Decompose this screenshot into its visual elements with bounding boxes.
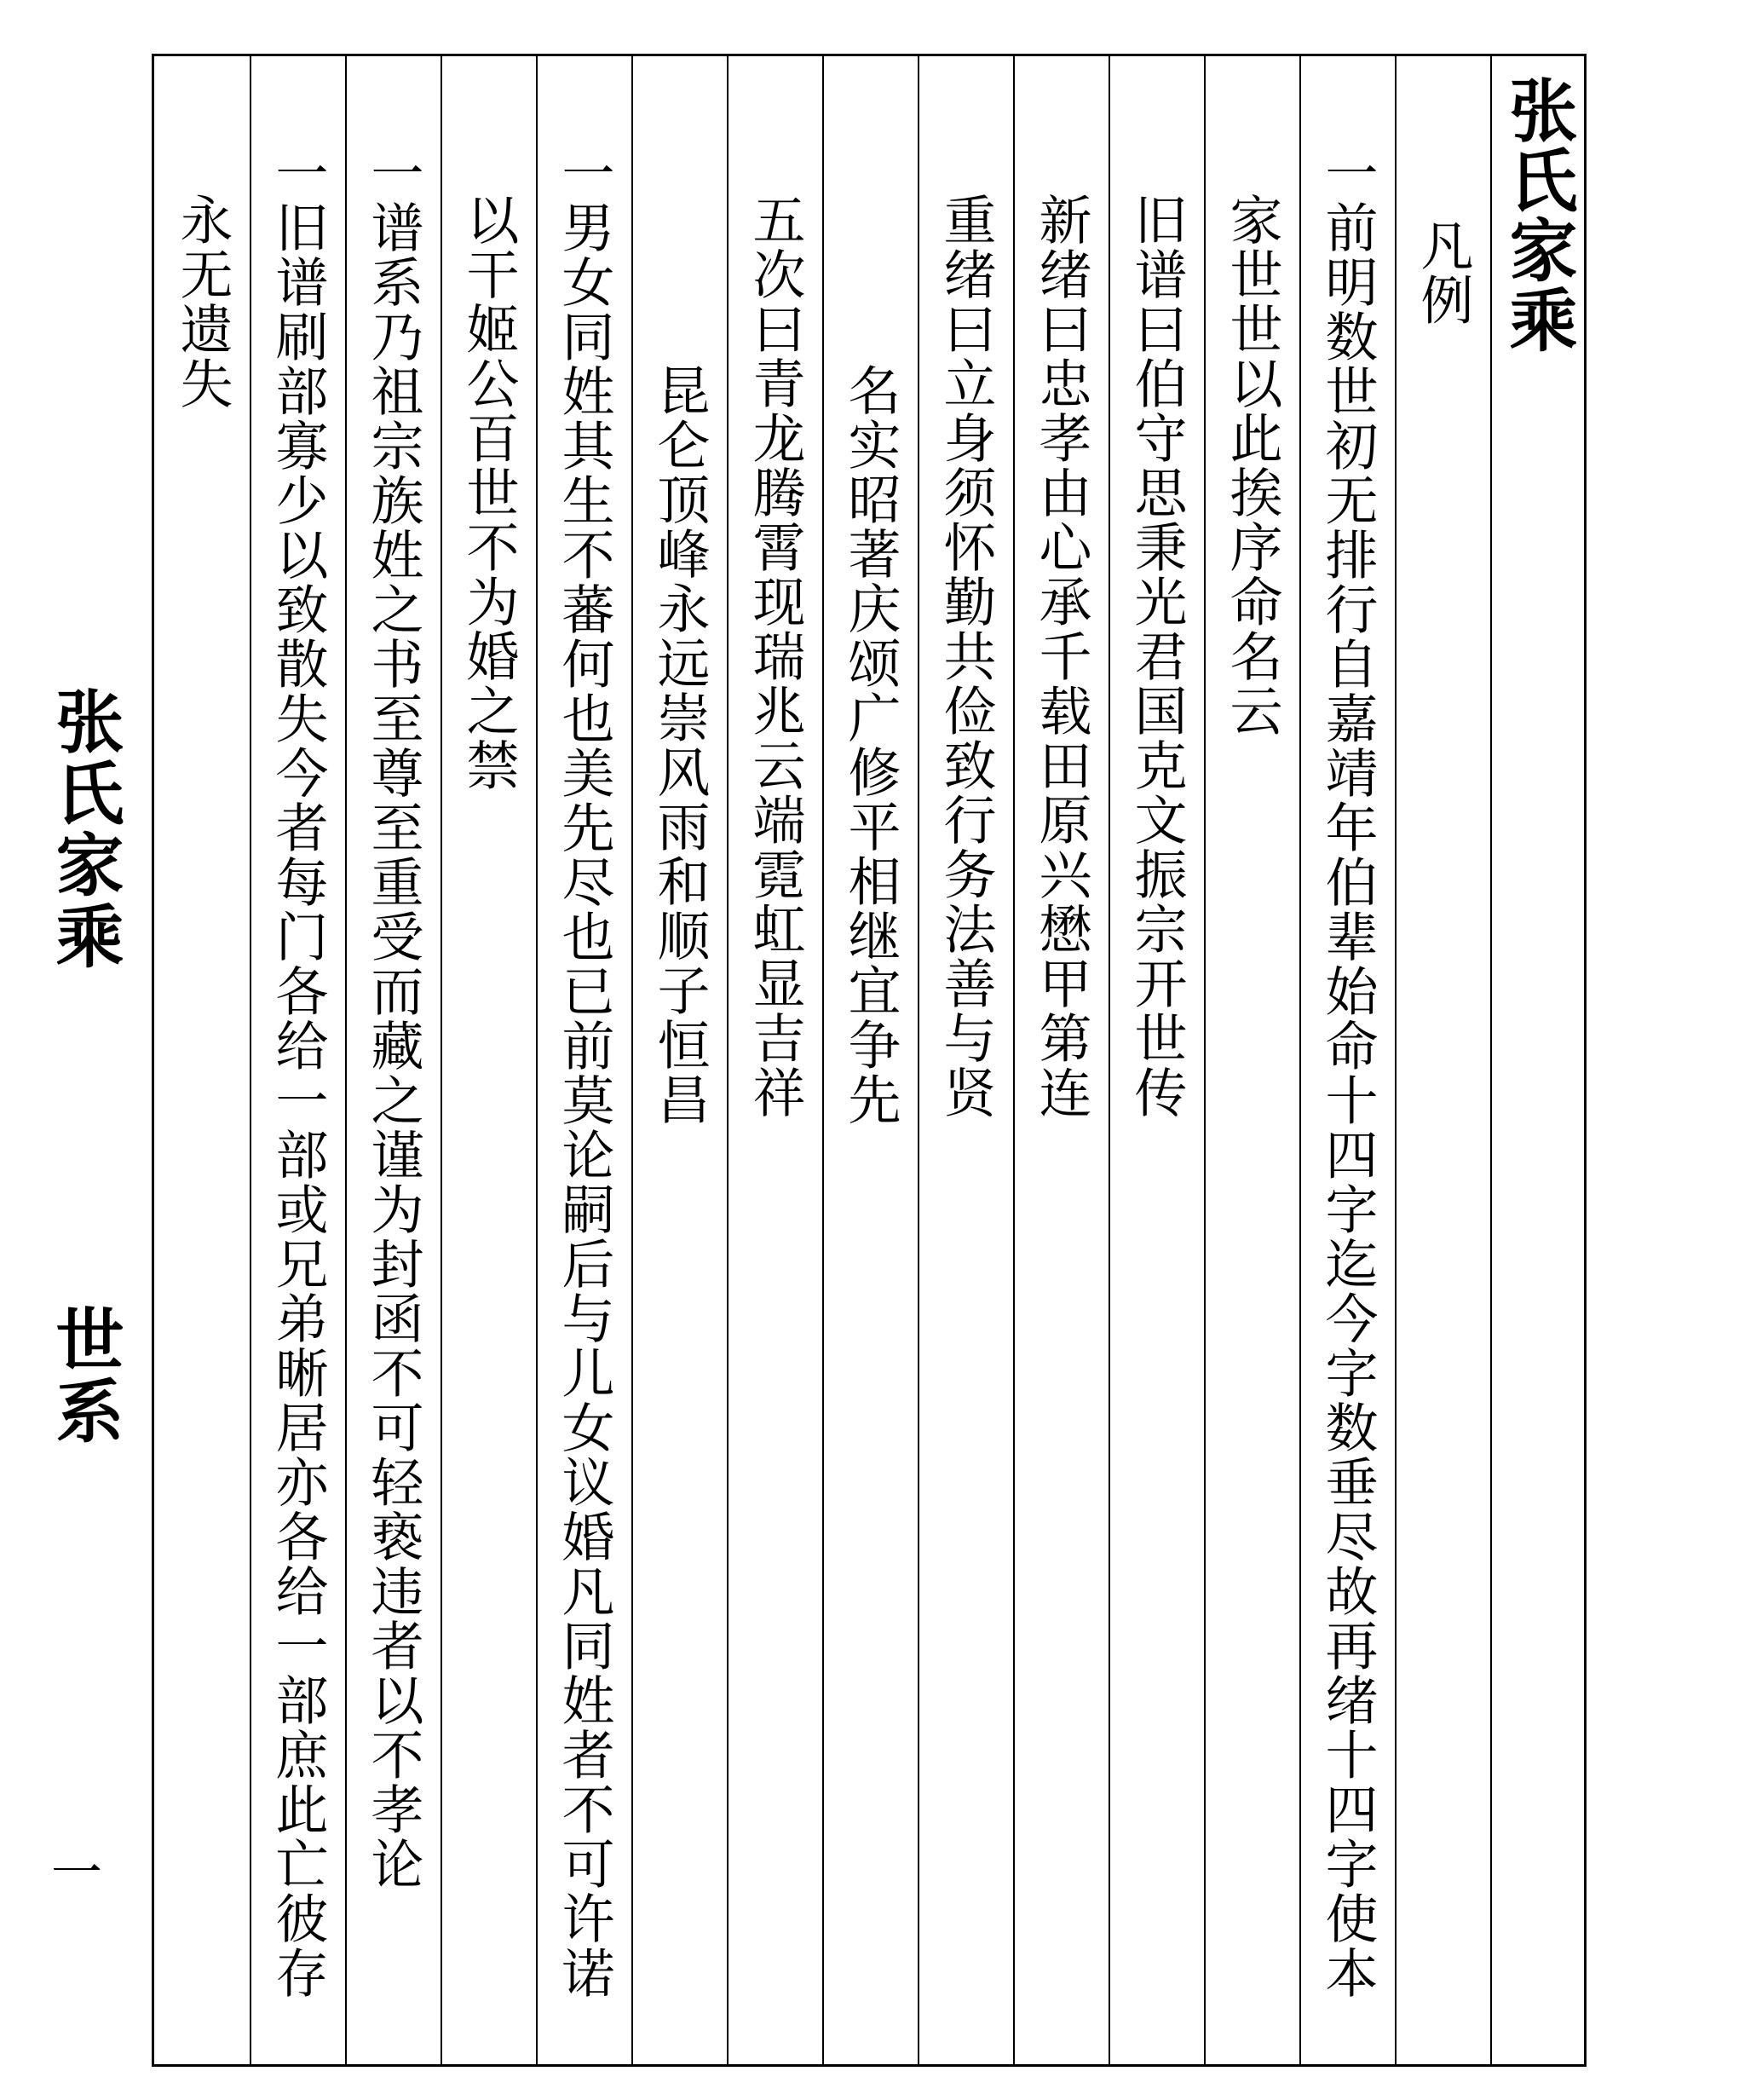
text-column: 一前明数世初无排行自嘉靖年伯辈始命十四字迄今字数垂尽故再绪十四字使本 <box>1316 146 1379 2000</box>
text-column: 家世世以此挨序命名云 <box>1221 193 1283 738</box>
text-column: 以干姬公百世不为婚之禁 <box>458 193 520 793</box>
text-column: 名实昭著庆颂广修平相继宜争先 <box>839 363 901 1127</box>
text-column: 五次曰青龙腾霄现瑞兆云端霓虹显吉祥 <box>744 193 806 1120</box>
text-column: 一男女同姓其生不蕃何也美先尽也已前莫论嗣后与儿女议婚凡同姓者不可许诺 <box>553 146 615 2000</box>
page-number: 一 <box>51 1843 102 1903</box>
text-column: 昆仑顶峰永远崇风雨和顺子恒昌 <box>648 363 711 1127</box>
text-column: 新绪曰忠孝由心承千载田原兴懋甲第连 <box>1030 193 1092 1120</box>
text-column: 旧谱曰伯守思秉光君国克文振宗开世传 <box>1126 193 1188 1120</box>
text-column: 永无遗失 <box>171 193 233 411</box>
margin-book-title: 张氏家乘 <box>44 686 124 972</box>
text-column: 一旧谱刷部寡少以致散失今者每门各给一部或兄弟晰居亦各给一部庶此亡彼存 <box>267 146 329 2000</box>
page-title: 张氏家乘 <box>1498 75 1578 355</box>
margin-section-label: 世系 <box>44 1304 124 1447</box>
text-column: 一谱系乃祖宗族姓之书至尊至重受而藏之谨为封函不可轻亵违者以不孝论 <box>362 146 424 1891</box>
text-column: 重绪曰立身须怀勤共俭致行务法善与贤 <box>935 193 997 1120</box>
section-heading: 凡例 <box>1412 218 1474 327</box>
page-frame <box>152 54 1587 2067</box>
